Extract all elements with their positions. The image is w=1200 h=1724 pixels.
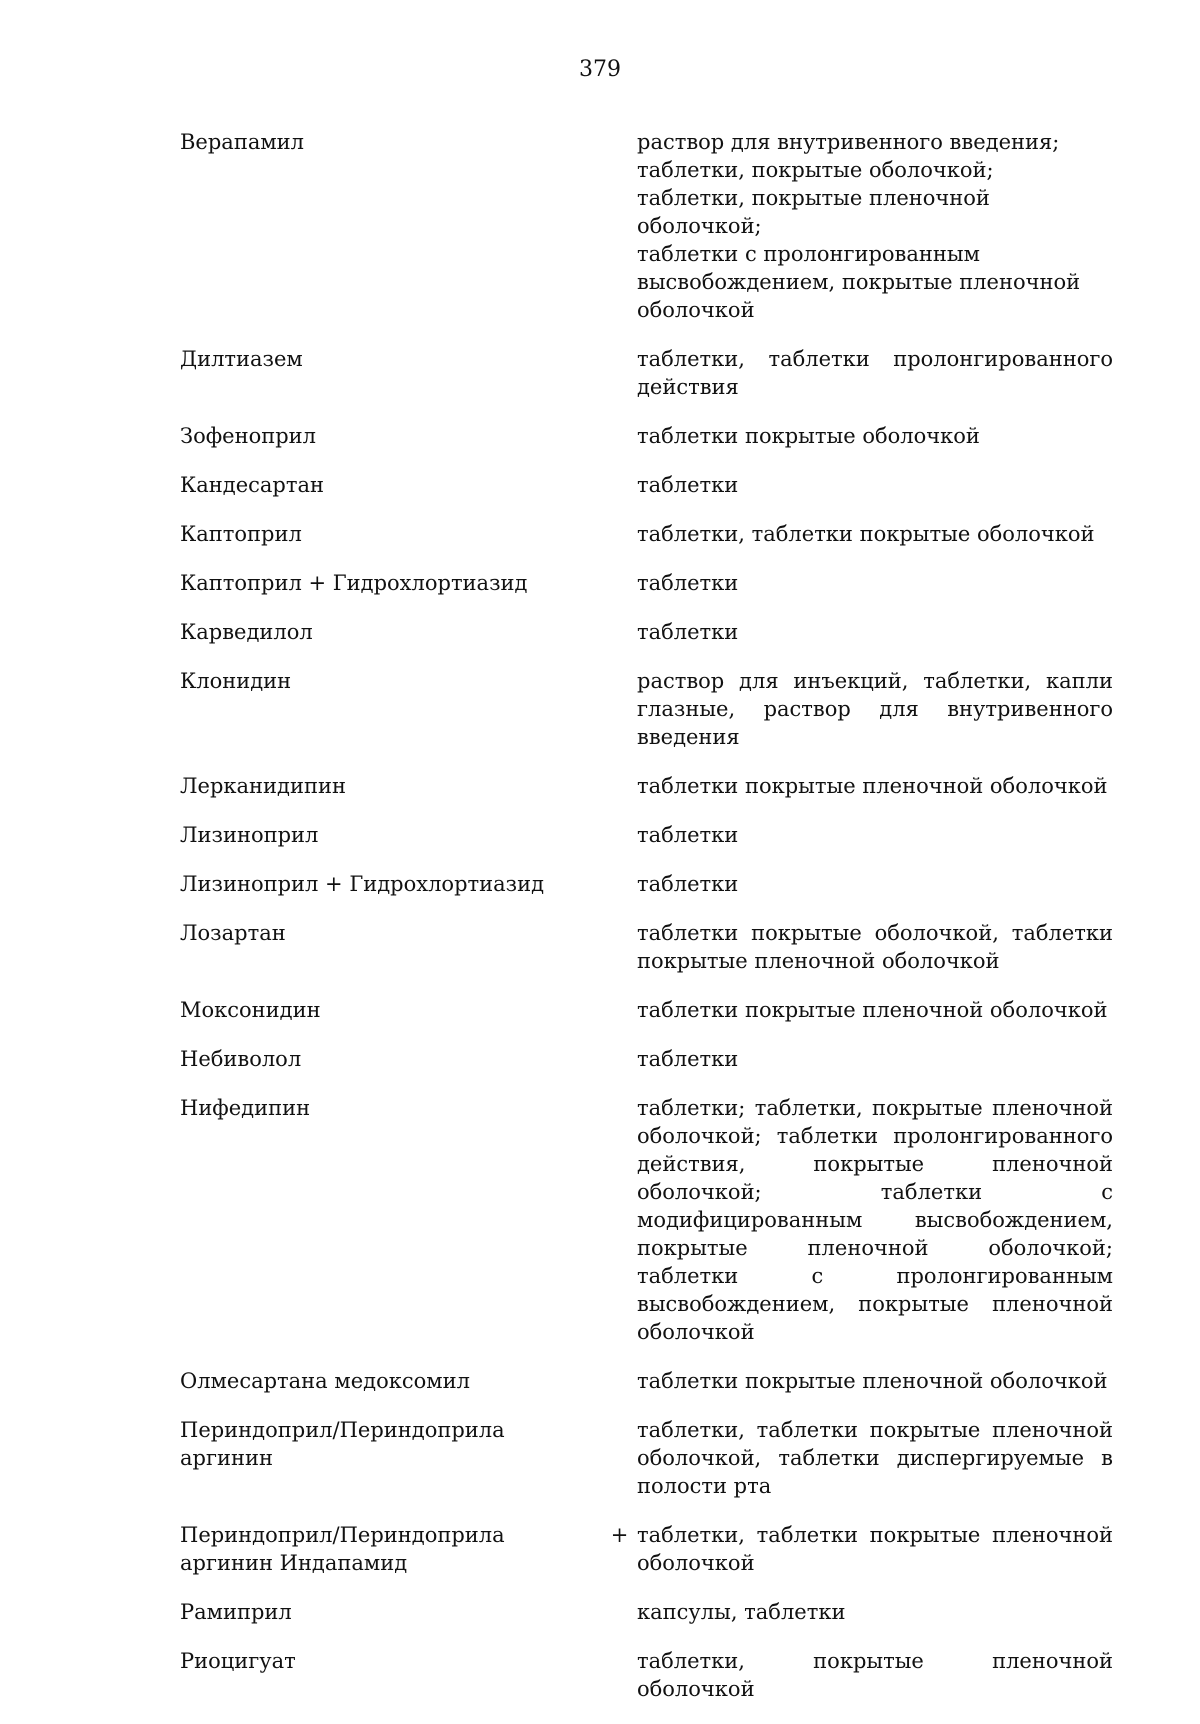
drug-name: Карведилол xyxy=(180,620,313,644)
plus-sign xyxy=(602,1367,637,1395)
plus-sign xyxy=(602,128,637,324)
table-row xyxy=(180,667,1138,751)
table-row xyxy=(180,821,1138,849)
drug-name: Олмесартана медоксомил xyxy=(180,1369,470,1393)
table-row xyxy=(180,1598,1138,1626)
drug-name: Риоцигуат xyxy=(180,1649,296,1673)
plus-sign xyxy=(602,471,637,499)
plus-sign xyxy=(602,1094,637,1346)
drug-name: Лозартан xyxy=(180,921,286,945)
dosage-form: таблетки, таблетки покрытые пленочной оболочкой xyxy=(637,1523,1113,1575)
plus-sign xyxy=(602,345,637,401)
drug-name: Периндоприл/Периндоприла аргинин xyxy=(180,1418,505,1470)
plus-sign xyxy=(602,1045,637,1073)
plus-sign xyxy=(602,520,637,548)
dosage-form: таблетки xyxy=(637,872,739,896)
table-row xyxy=(180,520,1138,548)
drug-name: Небиволол xyxy=(180,1047,302,1071)
plus-sign xyxy=(602,821,637,849)
dosage-form: таблетки покрытые пленочной оболочкой xyxy=(637,774,1108,798)
dosage-form: раствор для внутривенного введения; таблетки, покрытые оболочкой; таблетки, покрытые пленочной оболочкой; таблетки с пролонгированным высвобождением, покрытые пленочной оболочкой xyxy=(637,130,1081,322)
plus-sign xyxy=(602,870,637,898)
table-row xyxy=(180,618,1138,646)
plus-sign xyxy=(602,996,637,1024)
dosage-form: таблетки покрытые оболочкой, таблетки покрытые пленочной оболочкой xyxy=(637,921,1113,973)
drug-name: Рамиприл xyxy=(180,1600,292,1624)
dosage-form: таблетки покрытые оболочкой xyxy=(637,424,980,448)
table-row xyxy=(180,471,1138,499)
drug-name: Периндоприл/Периндоприла аргинин Индапамид xyxy=(180,1523,505,1575)
dosage-form: таблетки покрытые пленочной оболочкой xyxy=(637,1369,1108,1393)
table-row xyxy=(180,772,1138,800)
drug-name: Лерканидипин xyxy=(180,774,346,798)
plus-sign xyxy=(602,1598,637,1626)
table-row xyxy=(180,1094,1138,1346)
table-row xyxy=(180,1647,1138,1703)
drug-name: Лизиноприл + Гидрохлортиазид xyxy=(180,872,545,896)
dosage-form: таблетки xyxy=(637,571,739,595)
dosage-form: таблетки; таблетки, покрытые пленочной оболочкой; таблетки пролонгированного действия, покрытые пленочной оболочкой; таблетки с модифицированным высвобождением, покрытые пленочной оболочкой; таблетки с пролонгированным высвобождением, покрытые пленочной оболочкой xyxy=(637,1096,1113,1344)
dosage-form: таблетки xyxy=(637,473,739,497)
dosage-form: раствор для инъекций, таблетки, капли глазные, раствор для внутривенного введения xyxy=(637,669,1113,749)
drug-name: Клонидин xyxy=(180,669,292,693)
plus-sign xyxy=(602,919,637,975)
table-row xyxy=(180,1416,1138,1500)
drug-name: Моксонидин xyxy=(180,998,321,1022)
plus-sign xyxy=(602,1416,637,1500)
dosage-form: таблетки, таблетки пролонгированного действия xyxy=(637,347,1113,399)
drug-name: Каптоприл + Гидрохлортиазид xyxy=(180,571,528,595)
dosage-form: капсулы, таблетки xyxy=(637,1600,846,1624)
table-row xyxy=(180,919,1138,975)
plus-sign xyxy=(602,1647,637,1703)
page-number: 379 xyxy=(579,57,621,82)
drug-name: Лизиноприл xyxy=(180,823,319,847)
table-row xyxy=(180,1367,1138,1395)
drug-name: Кандесартан xyxy=(180,473,324,497)
dosage-form: таблетки, покрытые пленочной оболочкой xyxy=(637,1649,1113,1701)
dosage-form: таблетки покрытые пленочной оболочкой xyxy=(637,998,1108,1022)
table-row xyxy=(180,569,1138,597)
plus-sign: + xyxy=(610,1523,629,1547)
table-row xyxy=(180,1521,1138,1577)
dosage-form: таблетки xyxy=(637,1047,739,1071)
table-row xyxy=(180,422,1138,450)
dosage-form: таблетки xyxy=(637,620,739,644)
drug-name: Верапамил xyxy=(180,130,305,154)
plus-sign xyxy=(602,569,637,597)
plus-sign xyxy=(602,618,637,646)
table-row xyxy=(180,870,1138,898)
drug-name: Зофеноприл xyxy=(180,424,317,448)
table-row xyxy=(180,1045,1138,1073)
dosage-form: таблетки, таблетки покрытые пленочной оболочкой, таблетки диспергируемые в полости рта xyxy=(637,1418,1113,1498)
drug-name: Дилтиазем xyxy=(180,347,303,371)
dosage-form: таблетки, таблетки покрытые оболочкой xyxy=(637,522,1095,546)
drug-name: Нифедипин xyxy=(180,1096,311,1120)
table-row xyxy=(180,128,1138,324)
plus-sign xyxy=(602,667,637,751)
table-row xyxy=(180,345,1138,401)
dosage-form: таблетки xyxy=(637,823,739,847)
drug-name: Каптоприл xyxy=(180,522,302,546)
table-row xyxy=(180,996,1138,1024)
drug-table xyxy=(180,128,1138,1724)
plus-sign xyxy=(602,772,637,800)
plus-sign xyxy=(602,422,637,450)
